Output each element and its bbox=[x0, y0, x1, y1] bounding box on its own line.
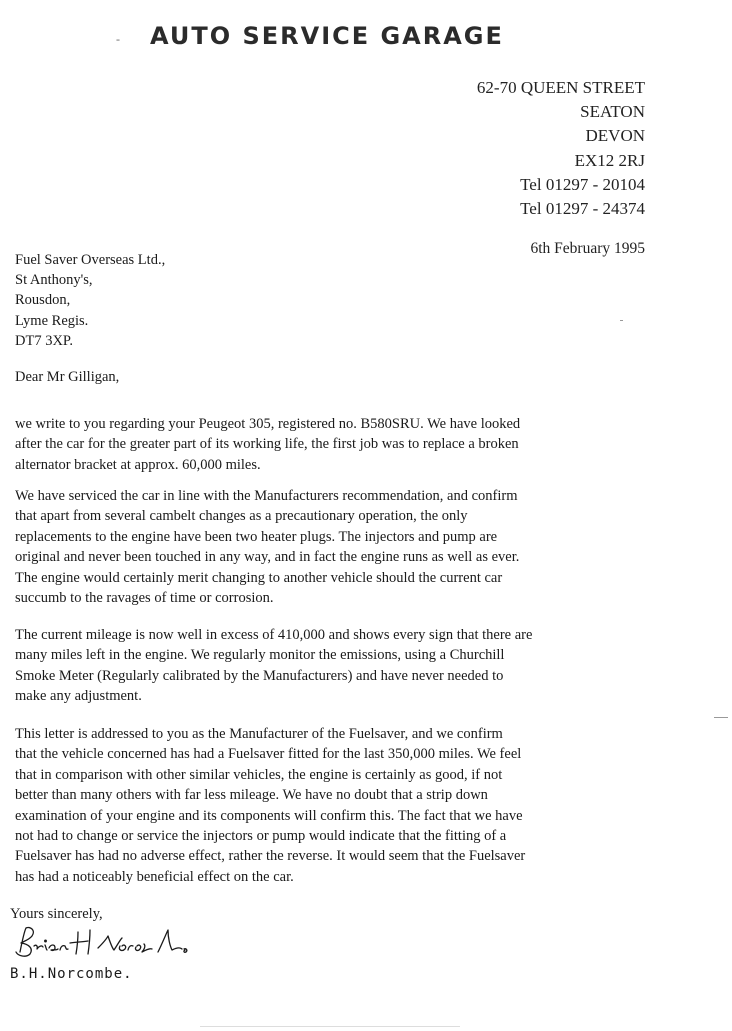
body-line: original and never been touched in any way, and in fact the engine runs as well as ever. bbox=[15, 549, 520, 566]
body-paragraph bbox=[15, 414, 637, 475]
recipient-address-line: Lyme Regis. bbox=[15, 312, 89, 329]
body-line: not had to change or service the injectors or pump would indicate that the fitting of a bbox=[15, 828, 507, 845]
scan-speck bbox=[620, 320, 623, 321]
body-line: better than many others with far less mileage. We have no doubt that a strip down bbox=[15, 787, 488, 804]
sender-phone-line: Tel 01297 - 24374 bbox=[520, 199, 645, 219]
scan-edge bbox=[200, 1026, 460, 1027]
body-line: that the vehicle concerned has had a Fuelsaver fitted for the last 350,000 miles. We feel bbox=[15, 746, 522, 763]
body-line: We have serviced the car in line with the Manufacturers recommendation, and confirm bbox=[15, 488, 518, 504]
sender-address-line: DEVON bbox=[585, 126, 645, 146]
scan-speck bbox=[714, 717, 728, 718]
body-paragraph bbox=[15, 486, 637, 608]
letterhead-company-name: AUTO SERVICE GARAGE bbox=[150, 22, 504, 50]
body-line: has had a noticeably beneficial effect on the car. bbox=[15, 868, 294, 885]
closing: Yours sincerely, bbox=[10, 906, 103, 922]
body-line: The engine would certainly merit changing to another vehicle should the current car bbox=[15, 569, 503, 586]
recipient-address bbox=[15, 250, 165, 351]
body-line: Fuelsaver has had no adverse effect, rather the reverse. It would seem that the Fuelsaver bbox=[15, 848, 526, 865]
salutation: Dear Mr Gilligan, bbox=[15, 369, 120, 385]
body-line: replacements to the engine have been two heater plugs. The injectors and pump are bbox=[15, 528, 498, 545]
sender-address-line: SEATON bbox=[580, 102, 645, 122]
body-line: alternator bracket at approx. 60,000 miles. bbox=[15, 456, 261, 473]
signer-name: B.H.Norcombe. bbox=[10, 966, 133, 982]
body-line: many miles left in the engine. We regularly monitor the emissions, using a Churchill bbox=[15, 647, 505, 664]
body-line: Smoke Meter (Regularly calibrated by the Manufacturers) and have never needed to bbox=[15, 667, 504, 684]
recipient-address-line: St Anthony's, bbox=[15, 272, 93, 289]
body-paragraph bbox=[15, 724, 637, 887]
body-line: make any adjustment. bbox=[15, 688, 142, 705]
recipient-address-line: Fuel Saver Overseas Ltd., bbox=[15, 252, 166, 268]
recipient-address-line: DT7 3XP. bbox=[15, 332, 74, 349]
body-line: succumb to the ravages of time or corrosion. bbox=[15, 590, 274, 607]
scan-mark: - bbox=[116, 32, 120, 46]
body-line: The current mileage is now well in excess of 410,000 and shows every sign that there are bbox=[15, 627, 533, 643]
sender-address-line: EX12 2RJ bbox=[574, 150, 645, 170]
handwritten-signature bbox=[12, 922, 202, 964]
sender-phone-line: Tel 01297 - 20104 bbox=[520, 174, 645, 194]
body-line: This letter is addressed to you as the Manufacturer of the Fuelsaver, and we confirm bbox=[15, 726, 503, 742]
body-line: examination of your engine and its components will confirm this. The fact that we have bbox=[15, 807, 523, 824]
body-line: after the car for the greater part of its working life, the first job was to replace a broken bbox=[15, 436, 519, 453]
body-line: that apart from several cambelt changes as a precautionary operation, the only bbox=[15, 508, 468, 525]
recipient-address-line: Rousdon, bbox=[15, 292, 71, 309]
body-line: that in comparison with other similar vehicles, the engine is certainly as good, if not bbox=[15, 766, 503, 783]
letter-date: 6th February 1995 bbox=[530, 240, 645, 257]
sender-address-line: 62-70 QUEEN STREET bbox=[476, 78, 645, 97]
body-line: we write to you regarding your Peugeot 305, registered no. B580SRU. We have looked bbox=[15, 416, 521, 432]
sender-address bbox=[477, 76, 645, 221]
body-paragraph bbox=[15, 625, 637, 707]
